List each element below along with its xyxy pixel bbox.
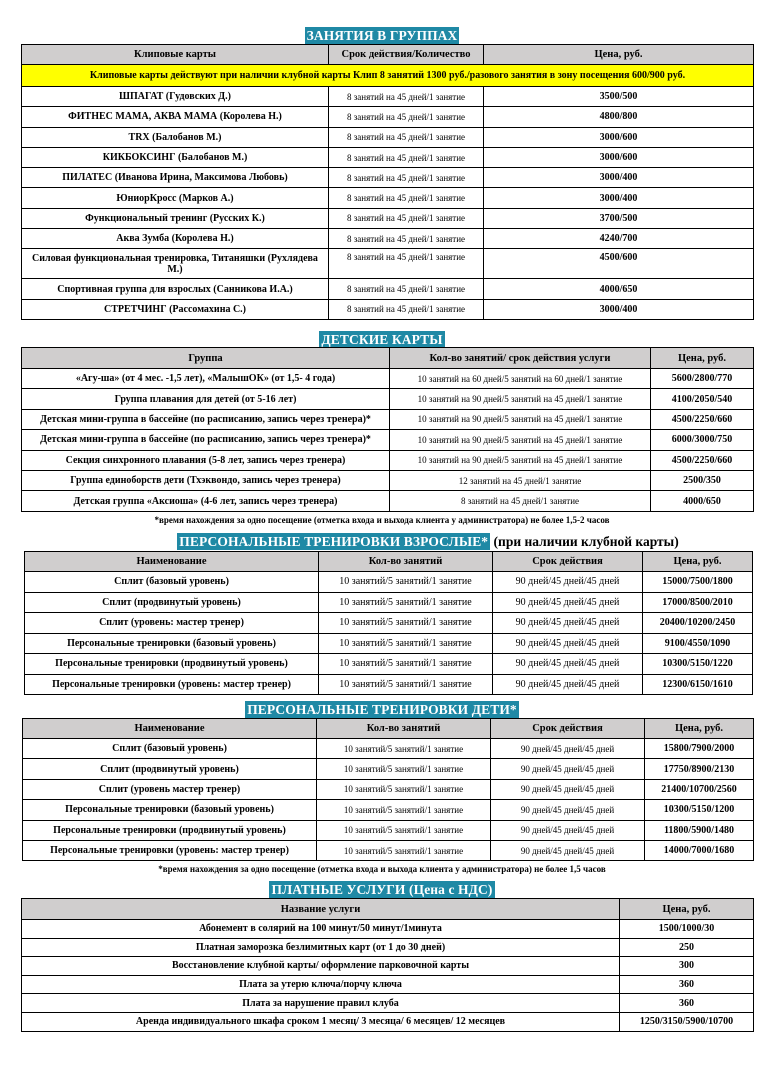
table-row [25,633,753,654]
class-name: Спортивная группа для взрослых (Санникова И.А.) [22,279,329,299]
table-row [22,147,754,167]
class-price: 3700/500 [484,208,754,228]
groups-section [0,27,764,45]
group-name: Детская группа «Аксиоша» (4-6 лет, запись через тренера) [22,491,390,511]
training-name: Сплит (уровень: мастер тренер) [25,613,319,634]
service-price: 360 [620,975,754,994]
table-row [23,840,754,860]
table-row [22,299,754,319]
table-row [22,975,754,994]
table-row [23,779,754,799]
adults-header-count: Кол-во занятий [319,552,493,572]
kids-cards-title: ДЕТСКИЕ КАРТЫ [321,332,443,347]
groups-header-term: Срок действия/Количество [329,45,484,65]
training-term: 90 дней/45 дней/45 дней [493,572,643,593]
training-price: 11800/5900/1480 [645,820,754,840]
training-name: Персональные тренировки (уровень: мастер тренер) [23,840,317,860]
class-price: 3000/400 [484,188,754,208]
table-row [22,450,754,470]
group-name: Детская мини-группа в бассейне (по расписанию, запись через тренера)* [22,430,390,450]
table-row [25,654,753,675]
class-name: КИКБОКСИНГ (Балобанов М.) [22,147,329,167]
group-term: 10 занятий на 90 дней/5 занятий на 45 дней/1 занятие [390,409,651,429]
group-name: Группа единоборств дети (Тхэквондо, запись через тренера) [22,470,390,490]
service-price: 1250/3150/5900/10700 [620,1012,754,1031]
class-price: 3000/400 [484,168,754,188]
table-row [22,249,754,279]
service-name: Плата за утерю ключа/порчу ключа [22,975,620,994]
pkids-header-name: Наименование [23,719,317,739]
table-row [22,957,754,976]
group-term: 10 занятий на 90 дней/5 занятий на 45 дней/1 занятие [390,450,651,470]
training-count: 10 занятий/5 занятий/1 занятие [319,654,493,675]
table-row [22,87,754,107]
table-row [22,491,754,511]
groups-notice: Клиповые карты действуют при наличии клубной карты Клип 8 занятий 1300 руб./разового занятия в зону посещения 600/900 руб. [22,65,754,87]
class-price: 3000/600 [484,127,754,147]
paid-services-table [21,898,754,1032]
table-row [22,208,754,228]
table-row [22,168,754,188]
kids-cards-table [21,347,754,512]
training-price: 12300/6150/1610 [643,674,753,695]
training-price: 9100/4550/1090 [643,633,753,654]
pkids-header-price: Цена, руб. [645,719,754,739]
class-price: 3000/600 [484,147,754,167]
class-term: 8 занятий на 45 дней/1 занятие [329,249,484,279]
class-name: Аква Зумба (Королева Н.) [22,229,329,249]
group-term: 8 занятий на 45 дней/1 занятие [390,491,651,511]
class-name: ФИТНЕС МАМА, АКВА МАМА (Королева Н.) [22,107,329,127]
training-price: 20400/10200/2450 [643,613,753,634]
training-count: 10 занятий/5 занятий/1 занятие [317,840,491,860]
pkids-header-count: Кол-во занятий [317,719,491,739]
kids-header-term: Кол-во занятий/ срок действия услуги [390,348,651,369]
group-term: 12 занятий на 45 дней/1 занятие [390,470,651,490]
personal-adults-title-extra: (при наличии клубной карты) [490,534,679,549]
class-name: TRX (Балобанов М.) [22,127,329,147]
paid-header-name: Название услуги [22,899,620,920]
training-name: Персональные тренировки (продвинутый уровень) [23,820,317,840]
group-price: 4500/2250/660 [651,450,754,470]
group-price: 4000/650 [651,491,754,511]
group-price: 2500/350 [651,470,754,490]
training-term: 90 дней/45 дней/45 дней [493,674,643,695]
table-row [25,613,753,634]
table-row [22,188,754,208]
table-row [23,800,754,820]
training-name: Сплит (уровень мастер тренер) [23,779,317,799]
service-price: 360 [620,994,754,1013]
groups-header-cards: Клиповые карты [22,45,329,65]
training-term: 90 дней/45 дней/45 дней [493,592,643,613]
training-count: 10 занятий/5 занятий/1 занятие [319,572,493,593]
service-name: Восстановление клубной карты/ оформление парковочной карты [22,957,620,976]
service-name: Платная заморозка безлимитных карт (от 1 до 30 дней) [22,938,620,957]
group-term: 10 занятий на 60 дней/5 занятий на 60 дней/1 занятие [390,369,651,389]
pkids-header-term: Срок действия [491,719,645,739]
class-term: 8 занятий на 45 дней/1 занятие [329,127,484,147]
training-name: Сплит (базовый уровень) [23,739,317,759]
table-row [25,674,753,695]
class-name: СТРЕТЧИНГ (Рассомахина С.) [22,299,329,319]
training-count: 10 занятий/5 занятий/1 занятие [317,820,491,840]
training-term: 90 дней/45 дней/45 дней [491,840,645,860]
service-price: 250 [620,938,754,957]
group-name: Секция синхронного плавания (5-8 лет, запись через тренера) [22,450,390,470]
training-price: 17750/8900/2130 [645,759,754,779]
class-name: Функциональный тренинг (Русских К.) [22,208,329,228]
class-term: 8 занятий на 45 дней/1 занятие [329,229,484,249]
class-price: 4000/650 [484,279,754,299]
training-term: 90 дней/45 дней/45 дней [491,820,645,840]
class-term: 8 занятий на 45 дней/1 занятие [329,299,484,319]
class-name: Силовая функциональная тренировка, Титаняшки (Рухлядева М.) [22,249,329,279]
table-row [22,994,754,1013]
class-term: 8 занятий на 45 дней/1 занятие [329,87,484,107]
group-price: 4500/2250/660 [651,409,754,429]
table-row [23,759,754,779]
personal-adults-table [24,551,753,695]
training-count: 10 занятий/5 занятий/1 занятие [319,592,493,613]
personal-kids-note: *время нахождения за одно посещение (отметка входа и выхода клиента у администратора) не более 1,5 часов [158,864,606,874]
class-term: 8 занятий на 45 дней/1 занятие [329,279,484,299]
group-price: 5600/2800/770 [651,369,754,389]
training-count: 10 занятий/5 занятий/1 занятие [319,674,493,695]
kids-cards-note: *время нахождения за одно посещение (отметка входа и выхода клиента у администратора) не более 1,5-2 часов [154,515,610,525]
training-name: Персональные тренировки (продвинутый уровень) [25,654,319,675]
paid-services-title: ПЛАТНЫЕ УСЛУГИ (Цена с НДС) [271,882,493,897]
personal-kids-section [0,701,764,719]
training-term: 90 дней/45 дней/45 дней [491,779,645,799]
training-count: 10 занятий/5 занятий/1 занятие [319,613,493,634]
training-price: 14000/7000/1680 [645,840,754,860]
training-price: 17000/8500/2010 [643,592,753,613]
class-price: 3000/400 [484,299,754,319]
class-price: 4240/700 [484,229,754,249]
group-price: 4100/2050/540 [651,389,754,409]
training-term: 90 дней/45 дней/45 дней [493,613,643,634]
adults-header-term: Срок действия [493,552,643,572]
table-row [22,1012,754,1031]
training-count: 10 занятий/5 занятий/1 занятие [317,759,491,779]
group-name: Группа плавания для детей (от 5-16 лет) [22,389,390,409]
personal-kids-table [22,718,754,861]
training-count: 10 занятий/5 занятий/1 занятие [317,739,491,759]
class-term: 8 занятий на 45 дней/1 занятие [329,107,484,127]
service-name: Аренда индивидуального шкафа сроком 1 месяц/ 3 месяца/ 6 месяцев/ 12 месяцев [22,1012,620,1031]
table-row [22,389,754,409]
adults-header-price: Цена, руб. [643,552,753,572]
service-name: Плата за нарушение правил клуба [22,994,620,1013]
group-term: 10 занятий на 90 дней/5 занятий на 45 дней/1 занятие [390,389,651,409]
training-count: 10 занятий/5 занятий/1 занятие [317,779,491,799]
table-row [22,920,754,939]
service-price: 300 [620,957,754,976]
training-name: Сплит (продвинутый уровень) [23,759,317,779]
training-price: 21400/10700/2560 [645,779,754,799]
table-row [22,430,754,450]
personal-adults-section [0,533,764,551]
personal-adults-title: ПЕРСОНАЛЬНЫЕ ТРЕНИРОВКИ ВЗРОСЛЫЕ* [179,534,489,549]
class-name: ПИЛАТЕС (Иванова Ирина, Максимова Любовь) [22,168,329,188]
training-term: 90 дней/45 дней/45 дней [493,654,643,675]
service-price: 1500/1000/30 [620,920,754,939]
groups-header-price: Цена, руб. [484,45,754,65]
adults-header-name: Наименование [25,552,319,572]
paid-header-price: Цена, руб. [620,899,754,920]
group-name: «Агу-ша» (от 4 мес. -1,5 лет), «МалышОК» (от 1,5- 4 года) [22,369,390,389]
group-name: Детская мини-группа в бассейне (по расписанию, запись через тренера)* [22,409,390,429]
table-row [23,739,754,759]
personal-kids-title: ПЕРСОНАЛЬНЫЕ ТРЕНИРОВКИ ДЕТИ* [247,702,517,717]
groups-title: ЗАНЯТИЯ В ГРУППАХ [306,28,458,43]
training-count: 10 занятий/5 занятий/1 занятие [319,633,493,654]
table-row [22,229,754,249]
training-term: 90 дней/45 дней/45 дней [491,800,645,820]
service-name: Абонемент в солярий на 100 минут/50 минут/1минута [22,920,620,939]
training-price: 15000/7500/1800 [643,572,753,593]
group-term: 10 занятий на 90 дней/5 занятий на 45 дней/1 занятие [390,430,651,450]
table-row [22,938,754,957]
groups-table [21,44,754,320]
group-price: 6000/3000/750 [651,430,754,450]
class-term: 8 занятий на 45 дней/1 занятие [329,208,484,228]
kids-header-group: Группа [22,348,390,369]
class-name: ЮниорКросс (Марков А.) [22,188,329,208]
table-row [23,820,754,840]
table-row [25,592,753,613]
table-row [22,127,754,147]
class-term: 8 занятий на 45 дней/1 занятие [329,147,484,167]
table-row [22,470,754,490]
training-price: 10300/5150/1200 [645,800,754,820]
training-price: 10300/5150/1220 [643,654,753,675]
table-row [22,409,754,429]
training-price: 15800/7900/2000 [645,739,754,759]
table-row [25,572,753,593]
training-term: 90 дней/45 дней/45 дней [491,759,645,779]
table-row [22,279,754,299]
training-name: Сплит (продвинутый уровень) [25,592,319,613]
training-name: Персональные тренировки (базовый уровень) [23,800,317,820]
training-term: 90 дней/45 дней/45 дней [493,633,643,654]
class-price: 3500/500 [484,87,754,107]
class-price: 4800/800 [484,107,754,127]
training-count: 10 занятий/5 занятий/1 занятие [317,800,491,820]
class-term: 8 занятий на 45 дней/1 занятие [329,188,484,208]
table-row [22,107,754,127]
class-term: 8 занятий на 45 дней/1 занятие [329,168,484,188]
training-name: Персональные тренировки (базовый уровень) [25,633,319,654]
training-name: Сплит (базовый уровень) [25,572,319,593]
training-term: 90 дней/45 дней/45 дней [491,739,645,759]
paid-services-section [0,881,764,899]
class-price: 4500/600 [484,249,754,279]
training-name: Персональные тренировки (уровень: мастер тренер) [25,674,319,695]
class-name: ШПАГАТ (Гудовских Д.) [22,87,329,107]
table-row [22,369,754,389]
kids-header-price: Цена, руб. [651,348,754,369]
